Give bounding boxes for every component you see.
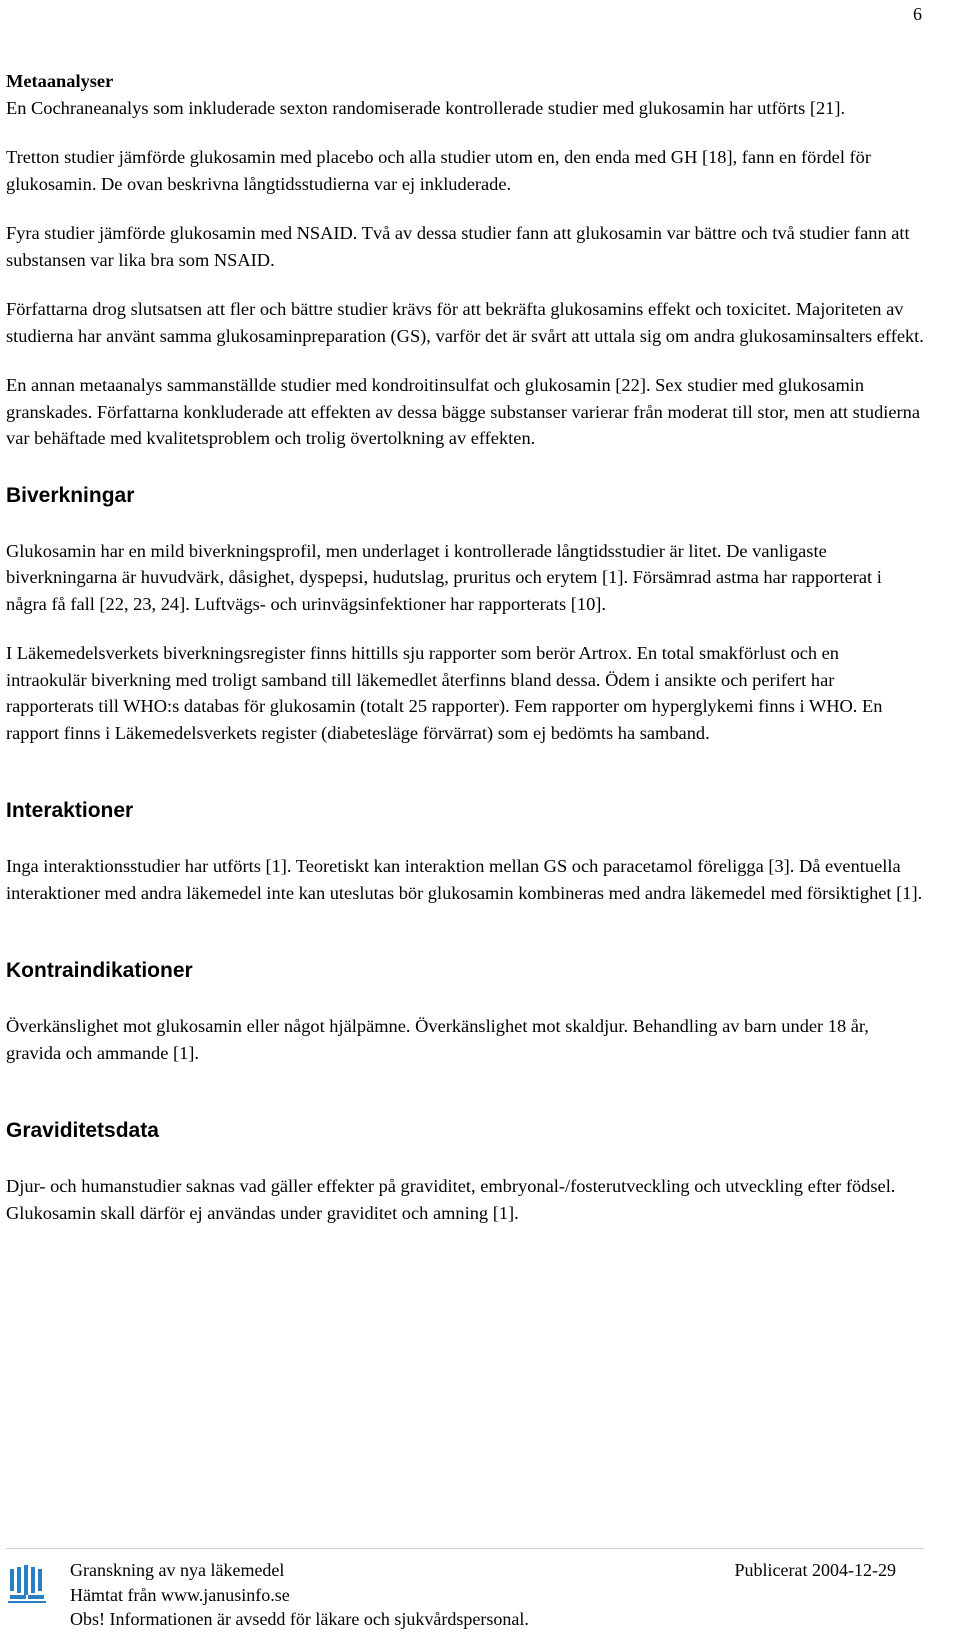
footer-text xyxy=(70,1558,529,1632)
heading-graviditetsdata: Graviditetsdata xyxy=(6,1119,159,1142)
page-number: 6 xyxy=(913,4,922,24)
biverkningar-paragraph-1: Glukosamin har en mild biverkningsprofil, men underlaget i kontrollerade långtidsstudier är litet. De vanligaste biverkningarna är huvudvärk, dåsighet, dyspepsi, hudutslag, pruritus och erytem [1]. Försämrad astma har rapporterat i några få fall [22, 23, 24]. Luftvägs- och urinvägsinfektioner har rapporterats [10]. xyxy=(6,540,882,614)
metaanalyser-paragraph-3: Fyra studier jämförde glukosamin med NSAID. Två av dessa studier fann att glukosamin var bättre och två studier fann att substansen var lika bra som NSAID. xyxy=(6,223,910,270)
page-footer xyxy=(6,1548,924,1648)
heading-metaanalyser: Metaanalyser xyxy=(6,71,114,91)
footer-line-1: Granskning av nya läkemedel xyxy=(70,1560,285,1580)
heading-interaktioner: Interaktioner xyxy=(6,799,134,822)
footer-line-3: Obs! Informationen är avsedd för läkare och sjukvårdspersonal. xyxy=(70,1609,529,1629)
published-date: Publicerat 2004-12-29 xyxy=(734,1560,896,1580)
kontraindikationer-paragraph-1: Överkänslighet mot glukosamin eller något hjälpämne. Överkänslighet mot skaldjur. Behandling av barn under 18 år, gravida och ammande [1]. xyxy=(6,1016,869,1063)
graviditetsdata-paragraph-1: Djur- och humanstudier saknas vad gäller effekter på graviditet, embryonal-/fosterutveckling och utveckling efter födsel. Glukosamin skall därför ej användas under graviditet och amning [1]. xyxy=(6,1176,896,1223)
interaktioner-paragraph-1: Inga interaktionsstudier har utförts [1]. Teoretiskt kan interaktion mellan GS och paracetamol föreligga [3]. Då eventuella interaktioner med andra läkemedel inte kan uteslutas bör glukosamin kombineras med andra läkemedel med försiktighet [1]. xyxy=(6,856,923,903)
footer-line-2: Hämtat från www.janusinfo.se xyxy=(70,1584,290,1605)
document-body xyxy=(6,68,924,1249)
metaanalyser-paragraph-4: Författarna drog slutsatsen att fler och bättre studier krävs för att bekräfta glukosamins effekt och toxicitet. Majoriteten av studierna har använt samma glukosaminpreparation (GS), varför det är svårt att uttala sig om andra glukosaminsalters effekt. xyxy=(6,299,924,346)
heading-kontraindikationer: Kontraindikationer xyxy=(6,959,193,982)
section-metaanalyser-intro xyxy=(6,68,924,121)
footer-divider xyxy=(6,1548,924,1549)
metaanalyser-paragraph-1: En Cochraneanalys som inkluderade sexton randomiserade kontrollerade studier med glukosamin har utförts [21]. xyxy=(6,97,846,118)
metaanalyser-paragraph-2: Tretton studier jämförde glukosamin med placebo och alla studier utom en, den enda med GH [18], fann en fördel för glukosamin. De ovan beskrivna långtidsstudierna var ej inkluderade. xyxy=(6,147,871,194)
biverkningar-paragraph-2: I Läkemedelsverkets biverkningsregister finns hittills sju rapporter som berör Artrox. En total smakförlust och en intraokulär biverkning med troligt samband till läkemedlet återfinns bland dessa. Ödem i ansikte och perifert har rapporterats till WHO:s databas för glukosamin (totalt 25 rapporter). Fem rapporter om hyperglykemi finns i WHO. En rapport finns i Läkemedelsverkets register (diabetesläge förvärrat) som ej bedömts ha samband. xyxy=(6,643,883,743)
heading-biverkningar: Biverkningar xyxy=(6,483,135,507)
janusinfo-logo-icon xyxy=(8,1565,50,1605)
metaanalyser-paragraph-5: En annan metaanalys sammanställde studier med kondroitinsulfat och glukosamin [22]. Sex studier med glukosamin granskades. Författarna konkluderade att effekten av dessa bägge substanser varierar från moderat till stor, men att studierna var behäftade med kvalitetsproblem och trolig övertolkning av effekten. xyxy=(6,375,921,448)
